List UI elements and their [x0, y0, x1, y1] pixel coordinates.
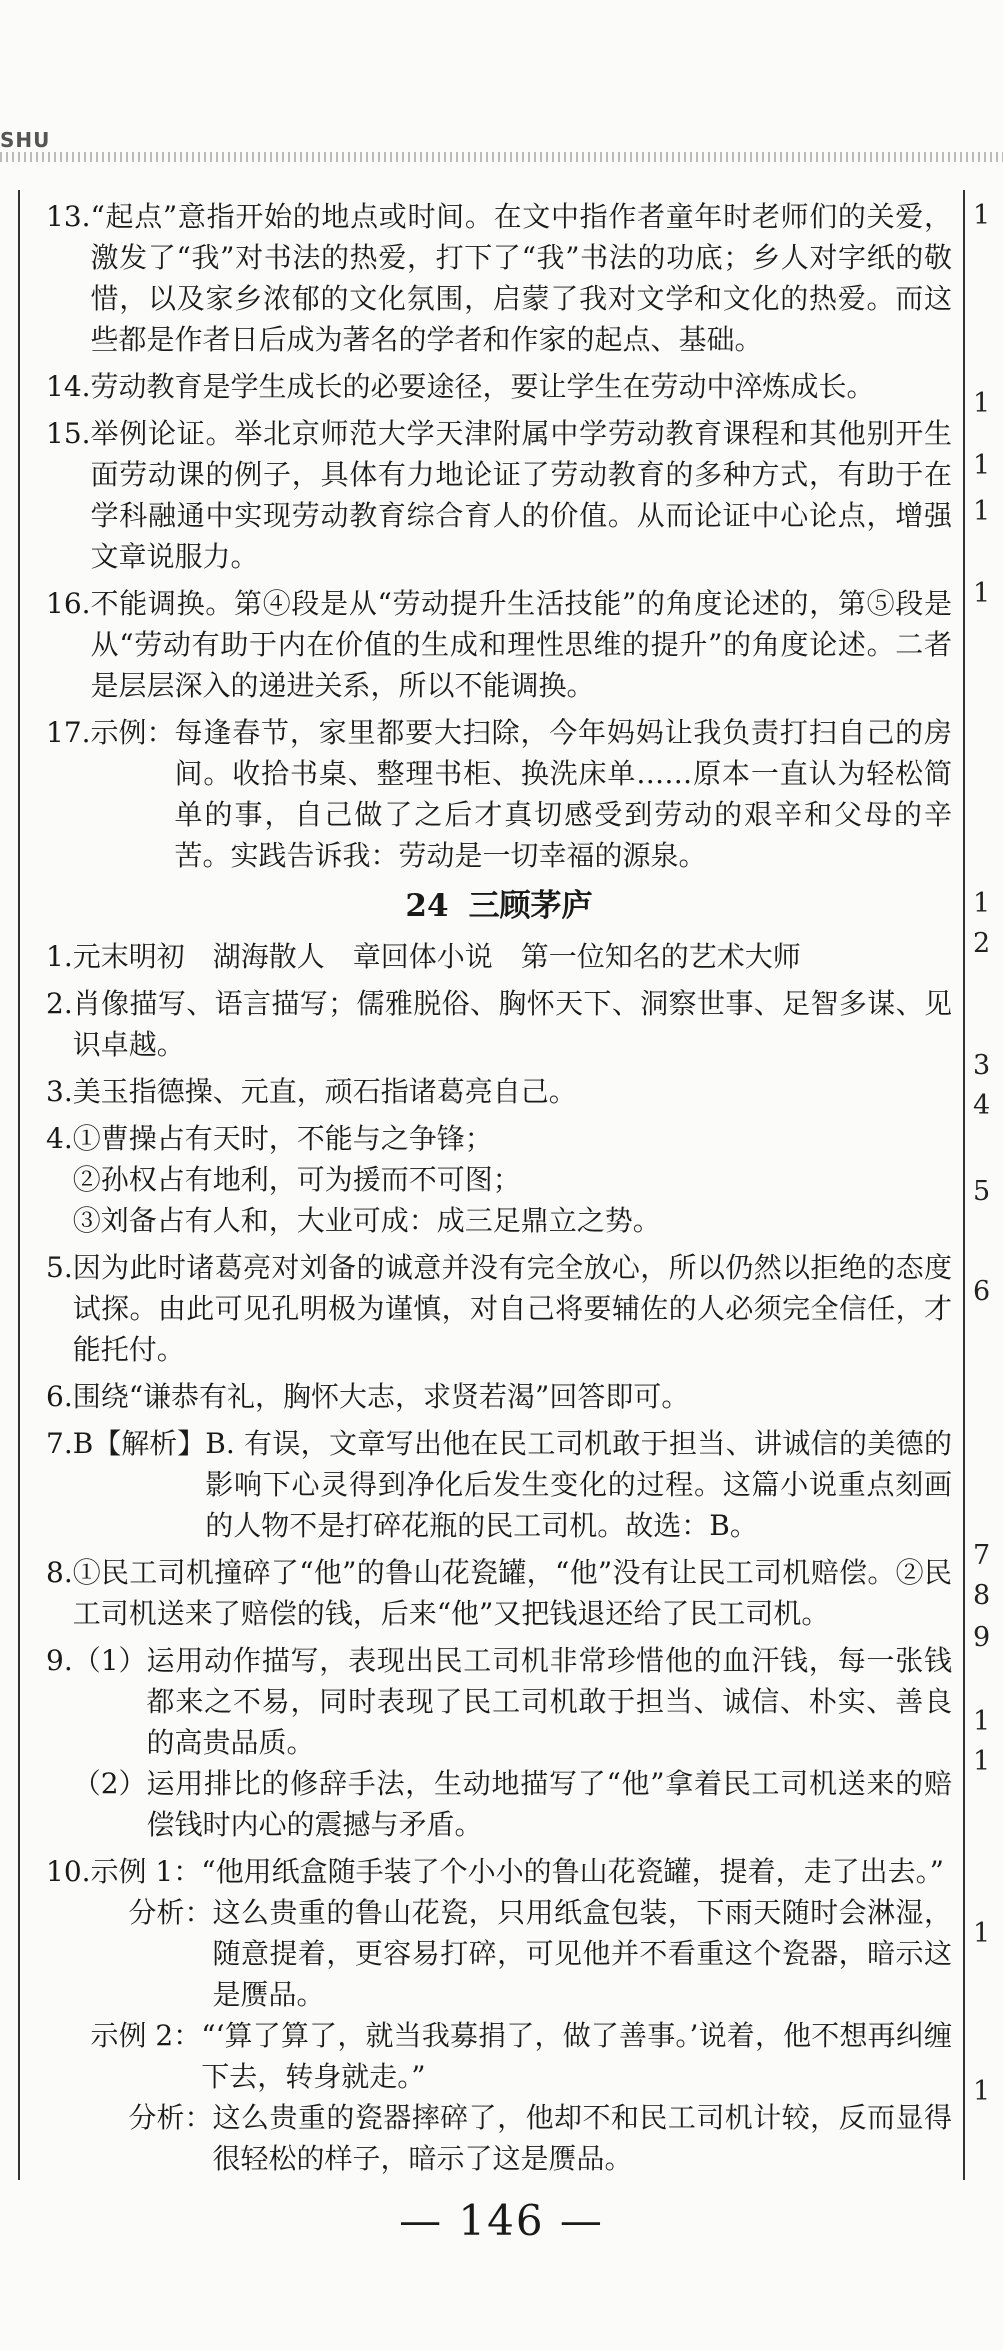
item-number: 2. — [46, 987, 73, 1020]
item-text: 围绕“谦恭有礼，胸怀大志，求贤若渴”回答即可。 — [72, 1380, 690, 1413]
column-divider-rule — [963, 190, 965, 2180]
running-header-label: SHU — [0, 128, 51, 152]
item-line: ①曹操占有天时，不能与之争锋； — [72, 1122, 493, 1155]
item-text: “起点”意指开始的地点或时间。在文中指作者童年时老师们的关爱，激发了“我”对书法的热爱，打下了“我”书法的功底；乡人对字纸的敬惜，以及家乡浓郁的文化氛围，启蒙了我对文学和文化的热爱。而这些都是作者日后成为著名的学者和作家的起点、基础。 — [90, 200, 952, 356]
item-text: 因为此时诸葛亮对刘备的诚意并没有完全放心，所以仍然以拒绝的态度试探。由此可见孔明极为谨慎，对自己将要辅佐的人必须完全信任，才能托付。 — [72, 1251, 952, 1366]
sub-part-text: 运用排比的修辞手法，生动地描写了“他”拿着民工司机送来的赔偿钱时内心的震撼与矛盾。 — [146, 1767, 952, 1841]
analysis-2 — [91, 2097, 952, 2179]
sub-part-text: 运用动作描写，表现出民工司机非常珍惜他的血汗钱，每一张钱都来之不易，同时表现了民工司机敢于担当、诚信、朴实、善良的高贵品质。 — [146, 1644, 952, 1759]
analysis-text: 这么贵重的瓷器摔碎了，他却不和民工司机计较，反而显得很轻松的样子，暗示了这是赝品。 — [212, 2101, 952, 2175]
right-column-fragment: 1 — [973, 1918, 991, 1949]
item-number: 10. — [46, 1855, 91, 1888]
answer-item-10 — [46, 1851, 952, 2179]
answer-item-6 — [46, 1376, 952, 1417]
item-number: 3. — [46, 1075, 73, 1108]
sub-part-label: （1） — [72, 1644, 147, 1677]
example-label: 示例 2： — [90, 2019, 202, 2052]
item-text: B. 有误，文章写出他在民工司机敢于担当、讲诚信的美德的影响下心灵得到净化后发生变化的过程。这篇小说重点刻画的人物不是打碎花瓶的民工司机。故选：B。 — [205, 1427, 952, 1542]
answer-item-14 — [46, 366, 952, 407]
analysis-1 — [91, 1892, 952, 2015]
item-text: 不能调换。第④段是从“劳动提升生活技能”的角度论述的，第⑤段是从“劳动有助于内在价值的生成和理性思维的提升”的角度论述。二者是层层深入的递进关系，所以不能调换。 — [90, 587, 952, 702]
right-column-fragment: 1 — [973, 1746, 991, 1777]
right-column-fragment: 5 — [973, 1176, 991, 1207]
right-column-fragment: 2 — [973, 928, 991, 959]
answer-item-1 — [46, 936, 952, 977]
answer-item-8 — [46, 1552, 952, 1634]
section-title: 三顾茅庐 — [468, 888, 593, 924]
example-label: 示例： — [90, 716, 175, 749]
item-lines — [73, 1118, 952, 1241]
answer-column — [46, 196, 952, 2185]
right-column-fragment: 1 — [973, 2076, 991, 2107]
analysis-label: 分析： — [128, 1896, 213, 1929]
item-text: ①民工司机撞碎了“他”的鲁山花瓷罐，“他”没有让民工司机赔偿。②民工司机送来了赔偿的钱，后来“他”又把钱退还给了民工司机。 — [72, 1556, 952, 1630]
answer-item-2 — [46, 983, 952, 1065]
right-column-fragment: 9 — [973, 1622, 991, 1653]
sub-part-label: （2） — [72, 1767, 147, 1800]
item-text: 举例论证。举北京师范大学天津附属中学劳动教育课程和其他别开生面劳动课的例子，具体有力地论证了劳动教育的多种方式，有助于在学科融通中实现劳动教育综合育人的价值。从而论证中心论点，增强文章说服力。 — [90, 417, 952, 573]
right-column-fragment: 8 — [973, 1580, 991, 1611]
right-column-fragment: 1 — [973, 200, 991, 231]
sub-part — [73, 1640, 952, 1763]
right-column-fragment: 1 — [973, 888, 991, 919]
right-column-fragment: 1 — [973, 450, 991, 481]
page-number: — 146 — — [399, 2196, 604, 2245]
answer-item-16 — [46, 583, 952, 706]
example-text: “他用纸盒随手装了个小小的鲁山花瓷罐，提着，走了出去。” — [201, 1855, 944, 1888]
header-dotted-rule — [0, 152, 1003, 162]
right-column-fragment: 4 — [973, 1090, 991, 1121]
item-line: ②孙权占有地利，可为援而不可图； — [72, 1163, 521, 1196]
item-number: 6. — [46, 1380, 73, 1413]
answer-item-17 — [46, 712, 952, 876]
item-number: 14. — [46, 370, 91, 403]
answer-item-15 — [46, 413, 952, 577]
item-line: ③刘备占有人和，大业可成：成三足鼎立之势。 — [72, 1204, 661, 1237]
answer-item-3 — [46, 1071, 952, 1112]
section-number: 24 — [405, 888, 449, 924]
item-number: 9. — [46, 1644, 73, 1677]
item-number: 17. — [46, 716, 91, 749]
section-heading — [46, 882, 952, 930]
answer-item-7 — [46, 1423, 952, 1546]
right-column-fragment: 1 — [973, 496, 991, 527]
analysis-label: 分析： — [128, 2101, 213, 2134]
example-label: 示例 1： — [90, 1855, 202, 1888]
right-column-fragment: 3 — [973, 1050, 991, 1081]
item-text: 劳动教育是学生成长的必要途径，要让学生在劳动中淬炼成长。 — [90, 370, 875, 403]
item-number: 7. — [46, 1427, 73, 1460]
analysis-label: B【解析】 — [72, 1427, 206, 1460]
item-text: 元末明初 湖海散人 章回体小说 第一位知名的艺术大师 — [72, 940, 801, 973]
item-number: 13. — [46, 200, 91, 233]
right-column-fragment: 1 — [973, 388, 991, 419]
item-number: 8. — [46, 1556, 73, 1589]
right-column-fragment: 1 — [973, 1706, 991, 1737]
item-number: 16. — [46, 587, 91, 620]
example-1 — [91, 1851, 952, 1892]
item-text: 肖像描写、语言描写；儒雅脱俗、胸怀天下、洞察世事、足智多谋、见识卓越。 — [72, 987, 952, 1061]
answer-item-13 — [46, 196, 952, 360]
item-number: 1. — [46, 940, 73, 973]
left-margin-rule — [18, 190, 20, 2180]
item-number: 15. — [46, 417, 91, 450]
item-number: 4. — [46, 1122, 73, 1155]
item-parts — [73, 1640, 952, 1845]
analysis-text: 这么贵重的鲁山花瓷，只用纸盒包装，下雨天随时会淋湿，随意提着，更容易打碎，可见他并不看重这个瓷器，暗示这是赝品。 — [212, 1896, 952, 2011]
item-parts — [91, 1851, 952, 2179]
answer-item-9 — [46, 1640, 952, 1845]
right-column-fragment: 1 — [973, 578, 991, 609]
item-number: 5. — [46, 1251, 73, 1284]
answer-item-4 — [46, 1118, 952, 1241]
answer-item-5 — [46, 1247, 952, 1370]
example-text: “‘算了算了，就当我募捐了，做了善事。’说着，他不想再纠缠下去，转身就走。” — [201, 2019, 952, 2093]
sub-part — [73, 1763, 952, 1845]
item-text: 美玉指德操、元直，顽石指诸葛亮自己。 — [72, 1075, 577, 1108]
example-2 — [91, 2015, 952, 2097]
right-column-fragment: 6 — [973, 1276, 991, 1307]
right-column-fragment: 7 — [973, 1540, 991, 1571]
item-text: 每逢春节，家里都要大扫除，今年妈妈让我负责打扫自己的房间。收拾书桌、整理书柜、换洗床单……原本一直认为轻松简单的事，自己做了之后才真切感受到劳动的艰辛和父母的辛苦。实践告诉我：劳动是一切幸福的源泉。 — [174, 716, 952, 872]
